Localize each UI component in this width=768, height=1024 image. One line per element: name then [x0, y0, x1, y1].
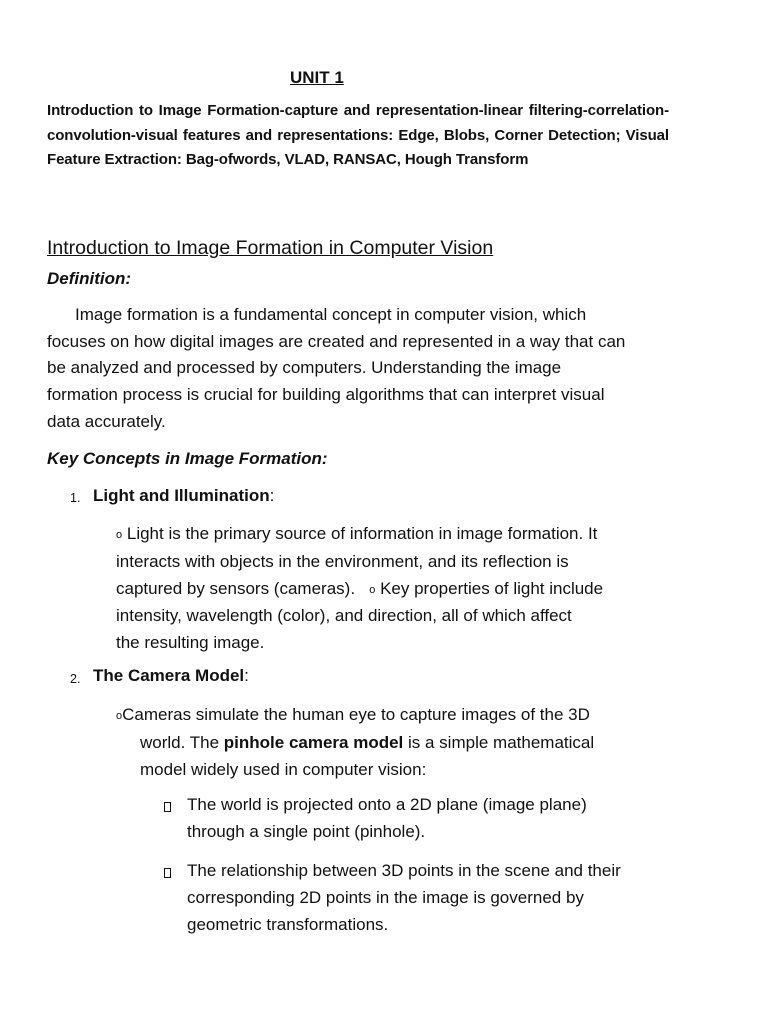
key-concepts-label: Key Concepts in Image Formation: — [47, 449, 328, 468]
sub-list-item: The world is projected onto a 2D plane (image plane) through a single point (pinhole). — [187, 795, 587, 841]
square-bullet-icon — [164, 802, 171, 812]
definition-line: focuses on how digital images are created and represented in a way that can — [47, 331, 626, 351]
list-item-title: The Camera Model: — [93, 666, 249, 685]
definition-line: formation process is crucial for building algorithms that can interpret visual — [47, 385, 605, 405]
list-number: 2. — [70, 672, 81, 686]
definition-label: Definition: — [47, 269, 132, 288]
definition-paragraph — [47, 302, 697, 436]
list-item-body: o Light is the primary source of information in image formation. It interacts with objects in the environment, and its reflection is captured by sensors (cameras). o Key properties of light include intensity, wavelength (color), and direction, all of which affect the resulting image. — [116, 524, 604, 653]
circle-bullet-icon: o — [116, 529, 123, 541]
unit-title: UNIT 1 — [290, 68, 344, 87]
sub-list-item: The relationship between 3D points in the scene and their corresponding 2D points in the image is governed by geometric transformations. — [187, 861, 621, 934]
square-bullet-icon — [164, 868, 171, 878]
section-heading: Introduction to Image Formation in Computer Vision — [47, 237, 494, 259]
definition-line: be analyzed and processed by computers. Understanding the image — [47, 358, 562, 378]
definition-line: Image formation is a fundamental concept in computer vision, which — [75, 305, 587, 324]
list-item-title: Light and Illumination: — [93, 486, 275, 505]
definition-line: data accurately. — [47, 411, 166, 431]
list-number: 1. — [70, 491, 81, 505]
circle-bullet-icon: o — [116, 710, 123, 722]
circle-bullet-icon: o — [369, 583, 376, 596]
syllabus-paragraph: Introduction to Image Formation-capture and representation-linear filtering-correlation-convolution-visual features and representations: Edge, Blobs, Corner Detection; Visual Feature Extraction: Bag-ofwords, VLAD, RANSAC, Hough Transform — [47, 102, 669, 168]
list-item-body: oCameras simulate the human eye to capture images of the 3D world. The pinhole camera model is a simple mathematical model widely used in computer vision: — [116, 705, 595, 779]
